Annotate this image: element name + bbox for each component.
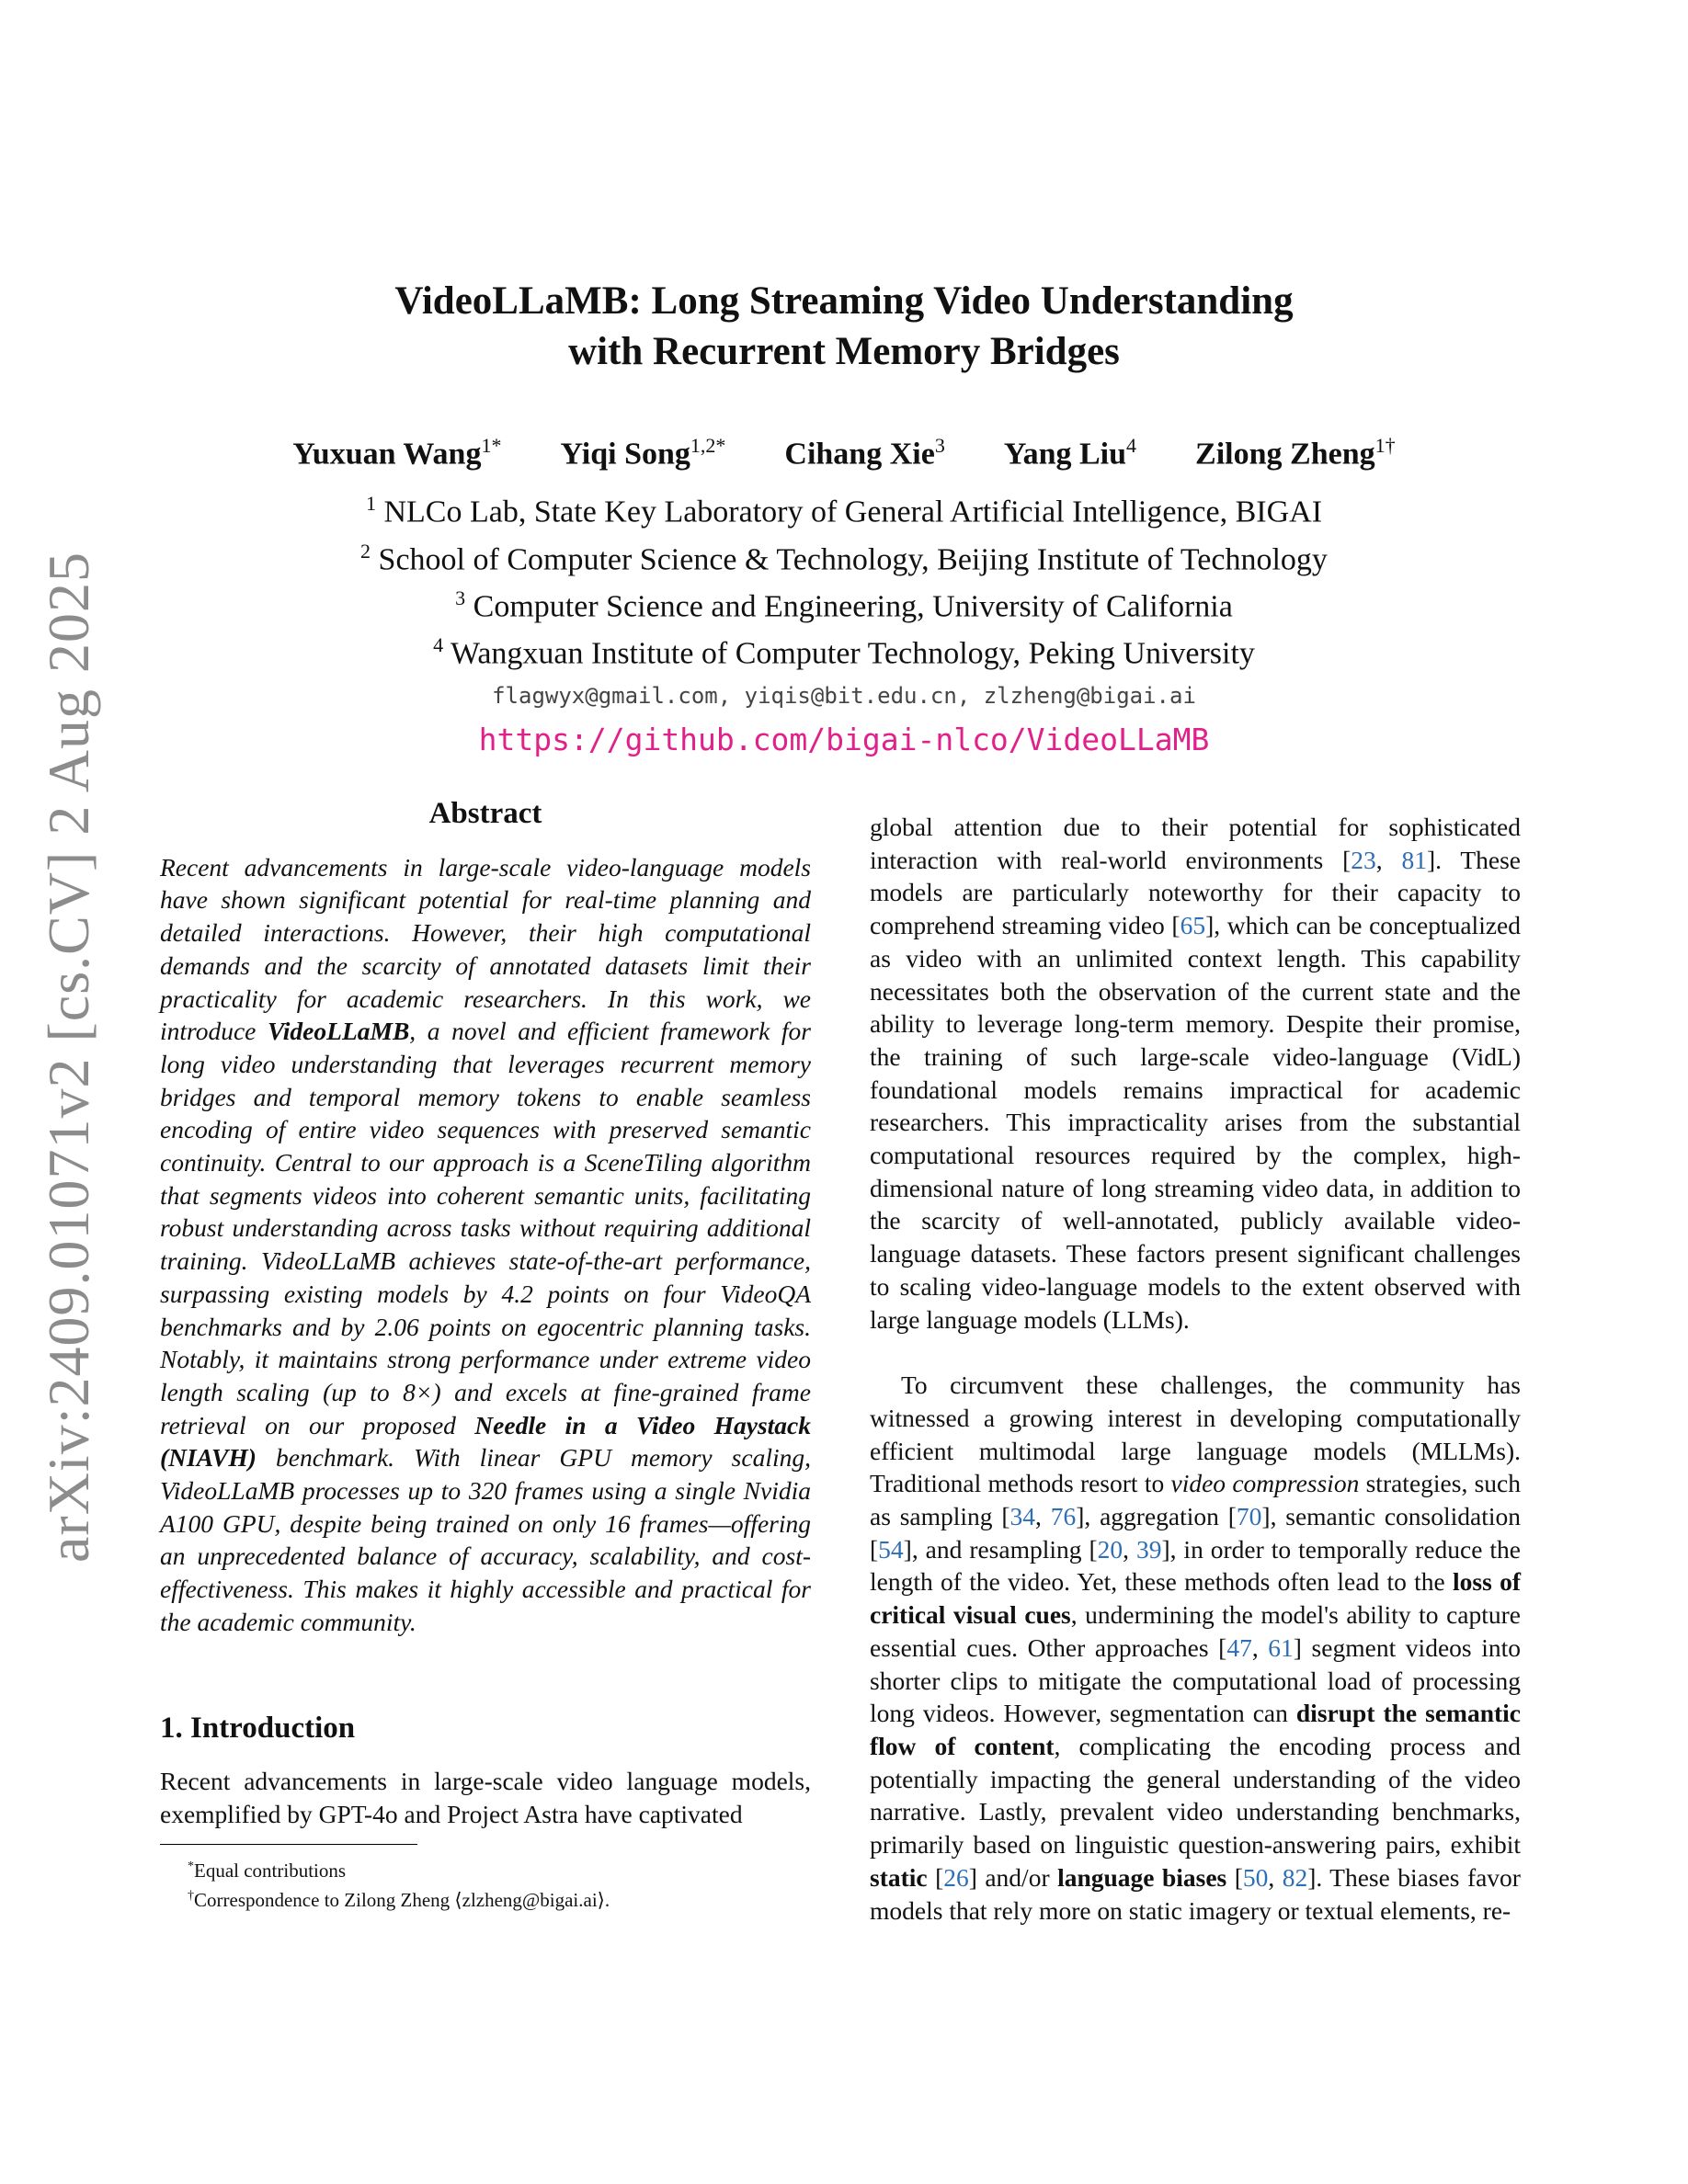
- footnote-divider: [160, 1844, 417, 1845]
- citation-link[interactable]: 50: [1242, 1862, 1269, 1892]
- left-column: [160, 798, 811, 1913]
- affiliation: $^3$ Computer Science and Engineering, University of California: [455, 586, 1233, 624]
- author: Yang Liu$^4$: [1003, 434, 1137, 472]
- citation-link[interactable]: 23: [1351, 845, 1376, 874]
- abstract-heading: Abstract: [428, 797, 542, 830]
- section-heading-introduction: 1. Introduction: [160, 1711, 356, 1745]
- citation-link[interactable]: 70: [1236, 1502, 1262, 1531]
- citation-link[interactable]: 81: [1401, 845, 1427, 874]
- author-emails: flagwyx@gmail.com, yiqis@bit.edu.cn, zlzheng@bigai.ai: [492, 682, 1196, 709]
- citation-link[interactable]: 34: [1009, 1502, 1036, 1531]
- affiliation: $^1$ NLCo Lab, State Key Laboratory of General Artificial Intelligence, BIGAI: [365, 492, 1323, 529]
- author: Yuxuan Wang$^{1*}$: [292, 434, 502, 472]
- author: Cihang Xie$^3$: [784, 434, 945, 472]
- affiliation-list: [0, 484, 1688, 673]
- intro-paragraph: To circumvent these challenges, the community has witnessed a growing interest in developing computationally efficient multimodal large language models (MLLMs). Traditional methods resort to video compression strategies, such as sampling [34, 76], aggregation [70], semantic consolidation [54], and resampling [20, 39], in order to temporally reduce the length of the video. Yet, these methods often lead to the loss of critical visual cues, undermining the model's ability to capture essential cues. Other approaches [47, 61] segment videos into shorter clips to mitigate the computational load of processing long videos. However, segmentation can disrupt the semantic flow of content, complicating the encoding process and potentially impacting the general understanding of the video narrative. Lastly, prevalent video understanding benchmarks, primarily based on linguistic question-answering pairs, exhibit static [26] and/or language biases [50, 82]. These biases favor models that rely more on static imagery or textual elements, re-: [870, 1371, 1522, 1925]
- footnotes: [160, 1854, 811, 1913]
- citation-link[interactable]: 65: [1180, 911, 1206, 940]
- arxiv-identifier: arXiv:2409.01071v2 [cs.CV] 2 Aug 2025: [36, 551, 101, 1563]
- citation-link[interactable]: 39: [1135, 1534, 1162, 1564]
- title-line-2: with Recurrent Memory Bridges: [568, 330, 1120, 373]
- affiliation: $^4$ Wangxuan Institute of Computer Technology, Peking University: [433, 633, 1255, 671]
- citation-link[interactable]: 54: [878, 1534, 904, 1564]
- footnote-equal-contribution: *Equal contributions: [188, 1859, 347, 1882]
- citation-link[interactable]: 76: [1050, 1502, 1077, 1531]
- affiliation: $^2$ School of Computer Science & Technology, Beijing Institute of Technology: [360, 539, 1328, 576]
- abstract-text: Recent advancements in large-scale video-language models have shown significant potential for real-time planning and detailed interactions. However, their high computational demands and the scarcity of annotated datasets limit their practicality for academic researchers. In this work, we introduce VideoLLaMB, a novel and efficient framework for long video understanding that leverages recurrent memory bridges and temporal memory tokens to enable seamless encoding of entire video sequences with preserved semantic continuity. Central to our approach is a SceneTiling algorithm that segments videos into coherent semantic units, facilitating robust understanding across tasks without requiring additional training. VideoLLaMB achieves state-of-the-art performance, surpassing existing models by 4.2 points on four VideoQA benchmarks and by 2.06 points on egocentric planning tasks. Notably, it maintains strong performance under extreme video length scaling (up to 8×) and excels at fine-grained frame retrieval on our proposed Needle in a Video Haystack (NIAVH) benchmark. With linear GPU memory scaling, VideoLLaMB processes up to 320 frames using a single Nvidia A100 GPU, despite being trained on only 16 frames—offering an unprecedented balance of accuracy, scalability, and cost-effectiveness. This makes it highly accessible and practical for the academic community.: [160, 852, 812, 1636]
- paper-header: [0, 276, 1688, 757]
- intro-paragraph: global attention due to their potential for sophisticated interaction with real-world environments [23, 81]. These models are particularly noteworthy for their capacity to comprehend streaming video [65], which can be conceptualized as video with an unlimited context length. This capability necessitates both the observation of the current state and the ability to leverage long-term memory. Despite their promise, the training of such large-scale video-language (VidL) foundational models remains impractical for academic researchers. This impracticality arises from the substantial computational resources required by the complex, high-dimensional nature of long streaming video data, in addition to the scarcity of well-annotated, publicly available video-language datasets. These factors present significant challenges to scaling video-language models to the extent observed with large language models (LLMs).: [870, 813, 1521, 1334]
- citation-link[interactable]: 82: [1282, 1862, 1308, 1892]
- author: Zilong Zheng$^{1\dagger}$: [1195, 434, 1396, 472]
- citation-link[interactable]: 26: [943, 1862, 969, 1892]
- intro-paragraph: Recent advancements in large-scale video language models, exemplified by GPT-4o and Project Astra have captivated: [160, 1767, 811, 1828]
- paper-title: [0, 276, 1688, 377]
- title-line-1: VideoLLaMB: Long Streaming Video Understanding: [394, 279, 1294, 323]
- author: Yiqi Song$^{1,2*}$: [560, 434, 726, 472]
- author-list: [0, 434, 1688, 472]
- right-column: [870, 811, 1521, 1927]
- citation-link[interactable]: 47: [1226, 1632, 1252, 1662]
- footnote-correspondence: †Correspondence to Zilong Zheng ⟨zlzheng@bigai.ai⟩.: [188, 1888, 610, 1911]
- citation-link[interactable]: 20: [1097, 1534, 1123, 1564]
- citation-link[interactable]: 61: [1268, 1632, 1294, 1662]
- repository-link[interactable]: https://github.com/bigai-nlco/VideoLLaMB: [478, 721, 1210, 757]
